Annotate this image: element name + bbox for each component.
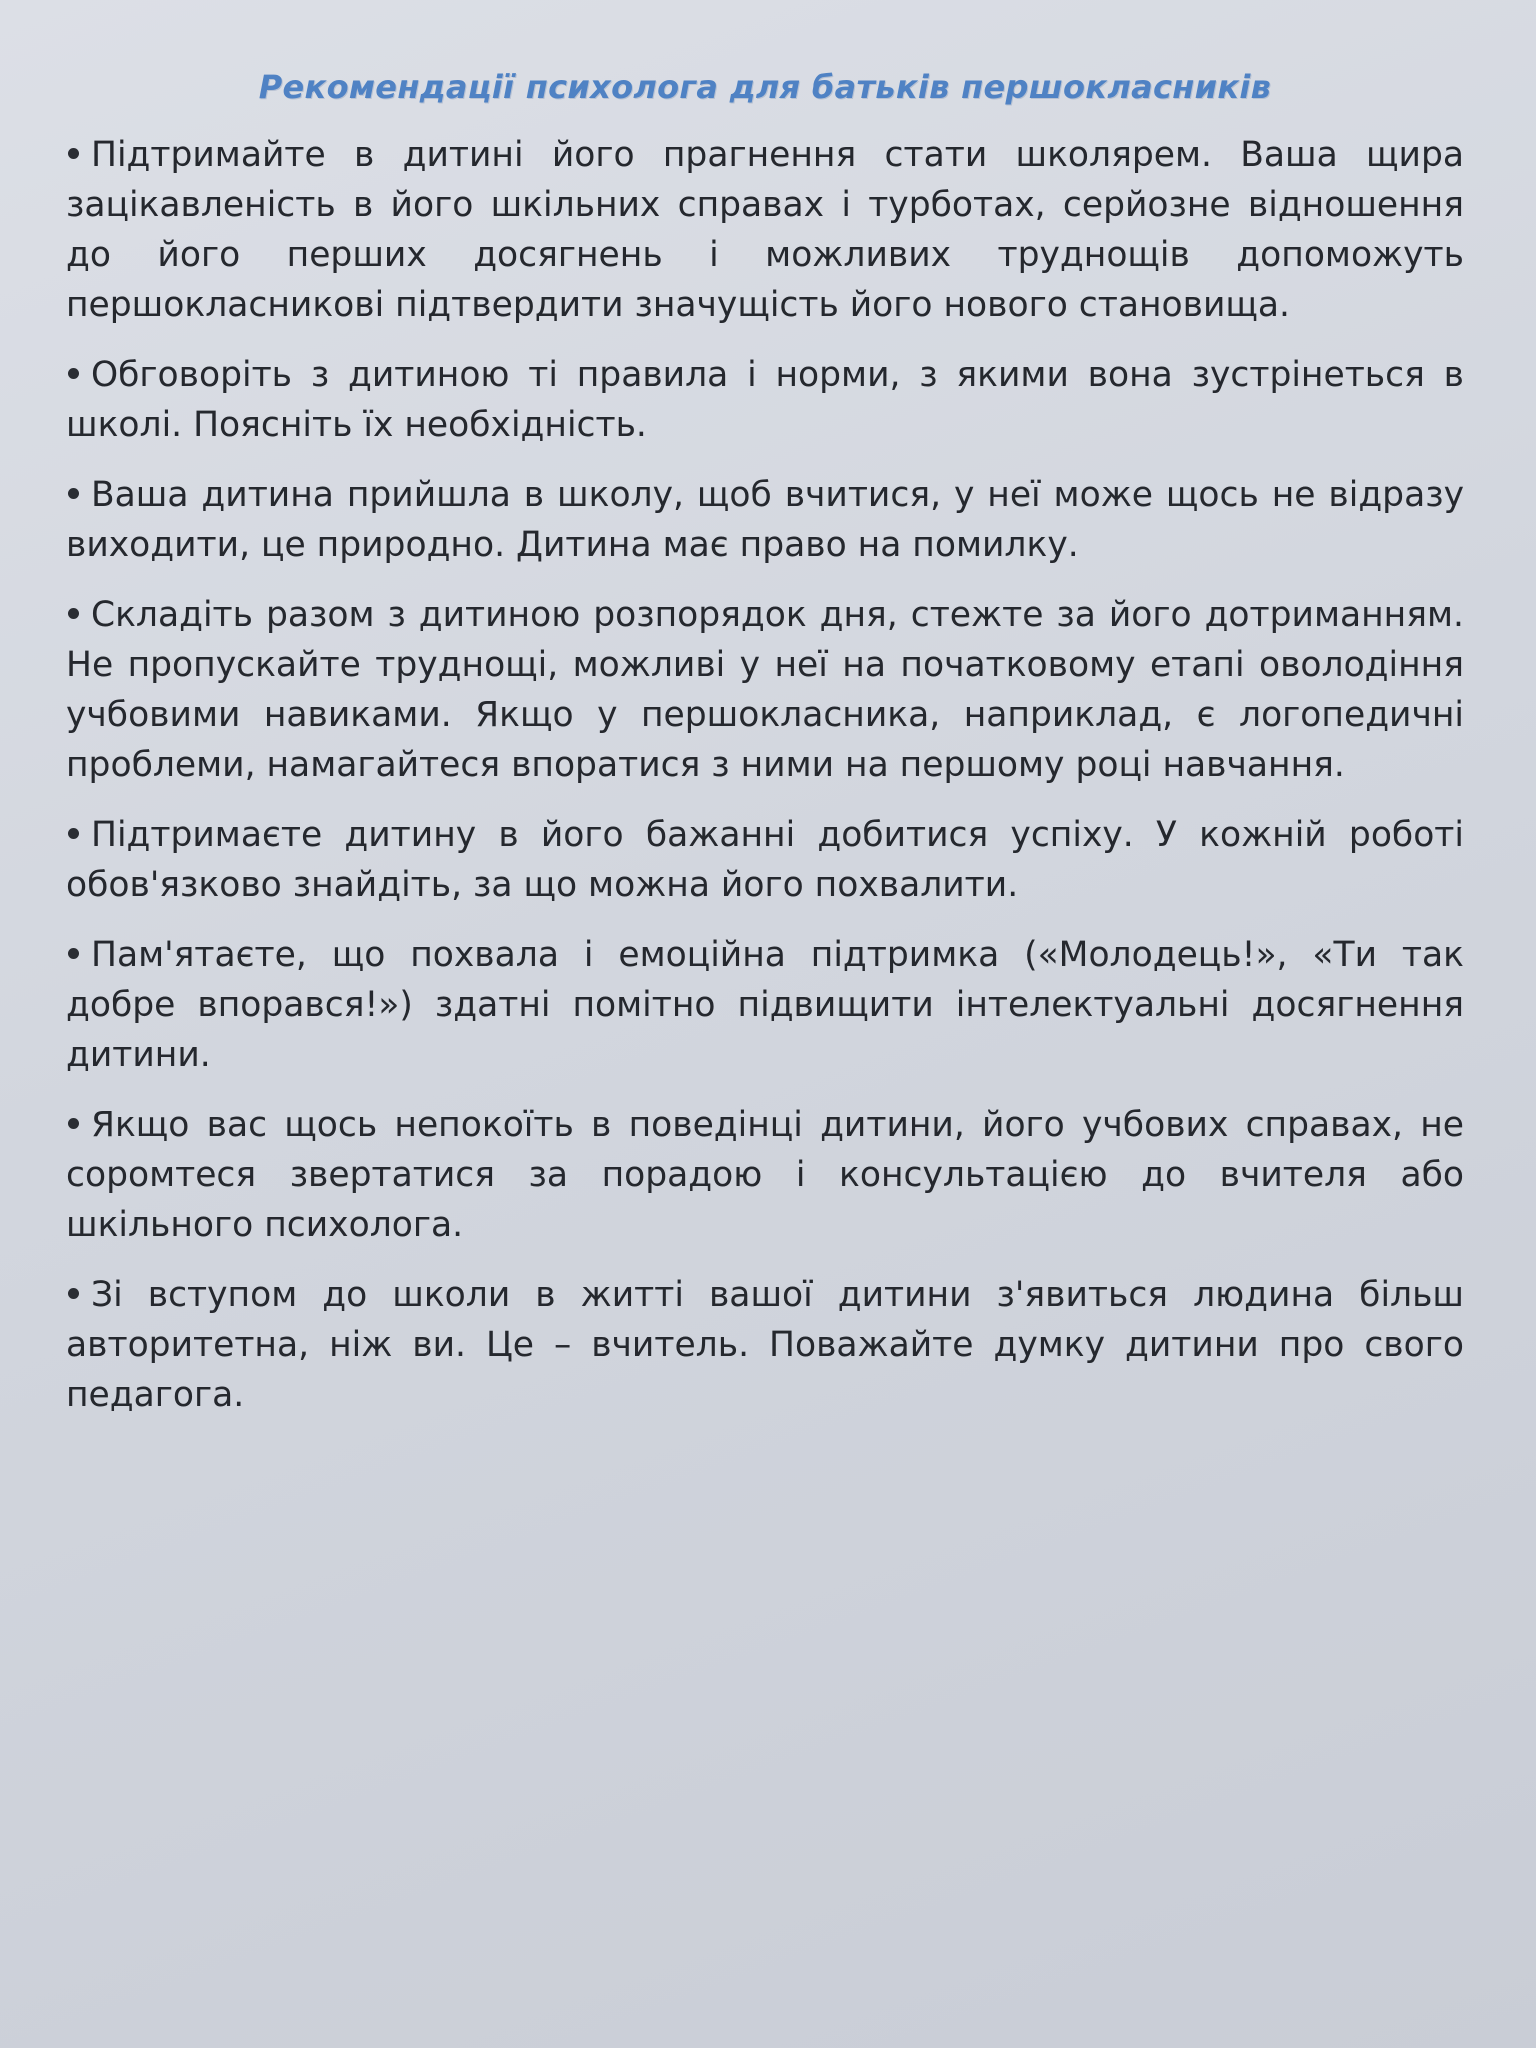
list-item-text: Якщо вас щось непокоїть в поведінці дитини, його учбових справах, не соромтеся звертатися за порадою і консультацією до вчителя або шкільного психолога.	[66, 1105, 1464, 1245]
bullet-icon	[68, 488, 79, 499]
list-item-text: Підтримайте в дитині його прагнення стати школярем. Ваша щира зацікавленість в його шкільних справах і турботах, серйозне відношення до його перших досягнень і можливих труднощів допоможуть першокласникові підтвердити значущість його нового становища.	[66, 135, 1464, 325]
list-item	[66, 130, 1464, 330]
bullet-icon	[68, 1288, 79, 1299]
recommendations-list	[66, 130, 1464, 1420]
bullet-icon	[68, 828, 79, 839]
list-item	[66, 930, 1464, 1080]
bullet-icon	[68, 148, 79, 159]
list-item-text: Обговоріть з дитиною ті правила і норми, з якими вона зустрінеться в школі. Поясніть їх необхідність.	[66, 355, 1464, 445]
list-item	[66, 590, 1464, 790]
list-item-text: Підтримаєте дитину в його бажанні добитися успіху. У кожній роботі обов'язково знайдіть, за що можна його похвалити.	[66, 815, 1464, 905]
bullet-icon	[68, 368, 79, 379]
list-item-text: Пам'ятаєте, що похвала і емоційна підтримка («Молодець!», «Ти так добре впорався!») здатні помітно підвищити інтелектуальні досягнення дитини.	[66, 935, 1464, 1075]
list-item	[66, 350, 1464, 450]
list-item-text: Ваша дитина прийшла в школу, щоб вчитися, у неї може щось не відразу виходити, це природно. Дитина має право на помилку.	[66, 475, 1464, 565]
list-item	[66, 470, 1464, 570]
list-item	[66, 1100, 1464, 1250]
list-item	[66, 810, 1464, 910]
page-title: Рекомендації психолога для батьків першокласників	[258, 68, 1272, 106]
list-item-text: Зі вступом до школи в житті вашої дитини з'явиться людина більш авторитетна, ніж ви. Це – вчитель. Поважайте думку дитини про свого педагога.	[66, 1275, 1464, 1415]
list-item	[66, 1270, 1464, 1420]
bullet-icon	[68, 608, 79, 619]
bullet-icon	[68, 1118, 79, 1129]
list-item-text: Складіть разом з дитиною розпорядок дня, стежте за його дотриманням. Не пропускайте труднощі, можливі у неї на початковому етапі оволодіння учбовими навиками. Якщо у першокласника, наприклад, є логопедичні проблеми, намагайтеся впоратися з ними на першому році навчання.	[66, 595, 1464, 785]
bullet-icon	[68, 948, 79, 959]
